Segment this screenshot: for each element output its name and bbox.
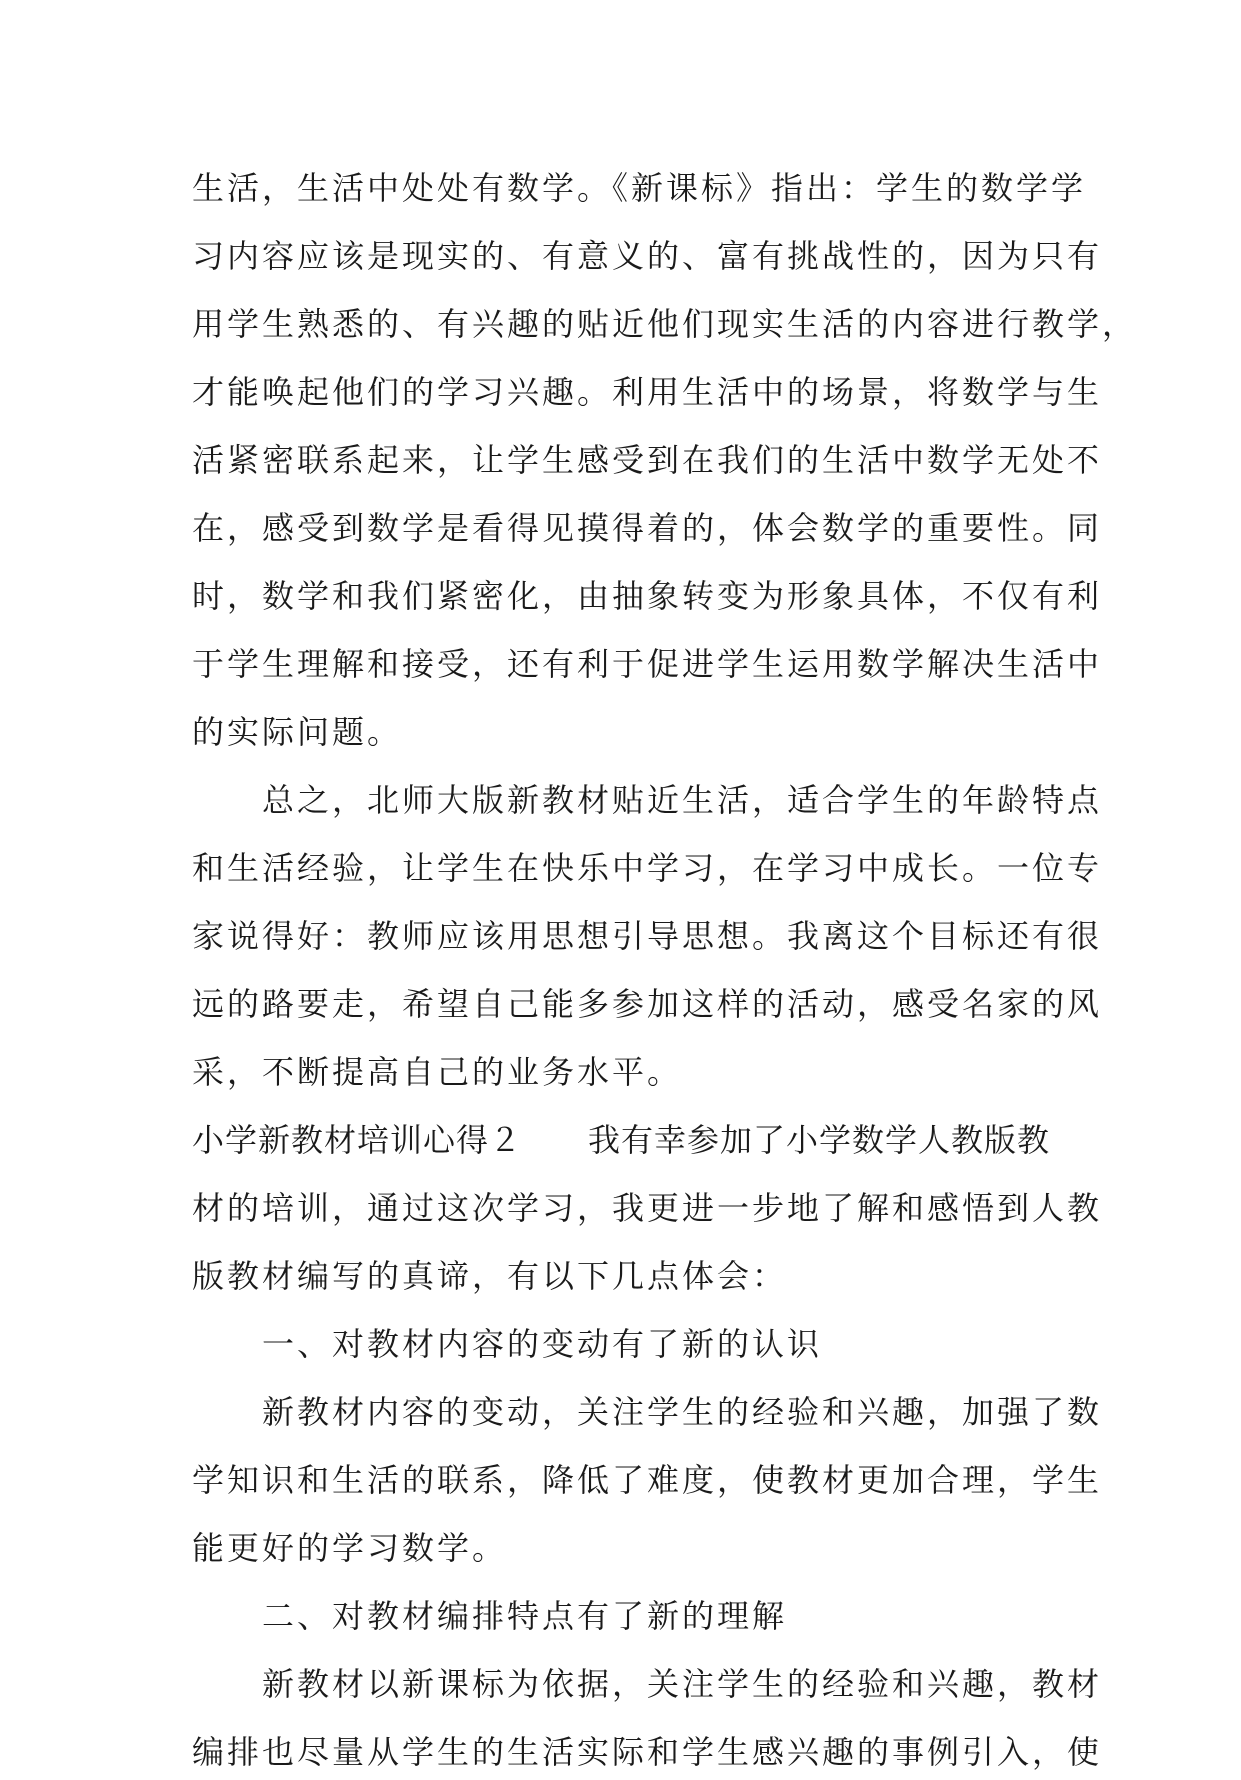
- text-line: 远的路要走，希望自己能多参加这样的活动，感受名家的风: [192, 985, 1103, 1023]
- text-line: 家说得好：教师应该用思想引导思想。我离这个目标还有很: [192, 917, 1103, 955]
- text-line: 采，不断提高自己的业务水平。: [192, 1053, 683, 1091]
- text-line: 活紧密联系起来，让学生感受到在我们的生活中数学无处不: [192, 441, 1103, 479]
- text-line: 才能唤起他们的学习兴趣。利用生活中的场景，将数学与生: [192, 373, 1103, 411]
- text-line: 新教材内容的变动，关注学生的经验和兴趣，加强了数: [192, 1393, 1103, 1431]
- text-line: 学知识和生活的联系，降低了难度，使教材更加合理，学生: [192, 1461, 1103, 1499]
- text-line: 编排也尽量从学生的生活实际和学生感兴趣的事例引入，使: [192, 1733, 1103, 1771]
- text-line: 材的培训，通过这次学习，我更进一步地了解和感悟到人教: [192, 1189, 1103, 1227]
- text-line: 习内容应该是现实的、有意义的、富有挑战性的，因为只有: [192, 237, 1103, 275]
- text-line: 生活，生活中处处有数学。《新课标》指出：学生的数学学: [192, 169, 1087, 207]
- text-line: 的实际问题。: [192, 713, 403, 751]
- text-line: 版教材编写的真谛，有以下几点体会：: [192, 1257, 788, 1295]
- text-line: 在，感受到数学是看得见摸得着的，体会数学的重要性。同: [192, 509, 1103, 547]
- text-line: 于学生理解和接受，还有利于促进学生运用数学解决生活中: [192, 645, 1103, 683]
- text-line: 能更好的学习数学。: [192, 1529, 508, 1567]
- text-line: 新教材以新课标为依据，关注学生的经验和兴趣，教材: [192, 1665, 1103, 1703]
- text-line: 用学生熟悉的、有兴趣的贴近他们现实生活的内容进行教学，: [192, 305, 1138, 343]
- text-line: 和生活经验，让学生在快乐中学习，在学习中成长。一位专: [192, 849, 1103, 887]
- subheading-line: 一、对教材内容的变动有了新的认识: [192, 1325, 823, 1363]
- text-line: 时，数学和我们紧密化，由抽象转变为形象具体，不仅有利: [192, 577, 1103, 615]
- text-line: 总之，北师大版新教材贴近生活，适合学生的年龄特点: [192, 781, 1103, 819]
- subheading-line: 二、对教材编排特点有了新的理解: [192, 1597, 788, 1635]
- section-heading-line: 小学新教材培训心得２ 我有幸参加了小学数学人教版教: [192, 1121, 1051, 1159]
